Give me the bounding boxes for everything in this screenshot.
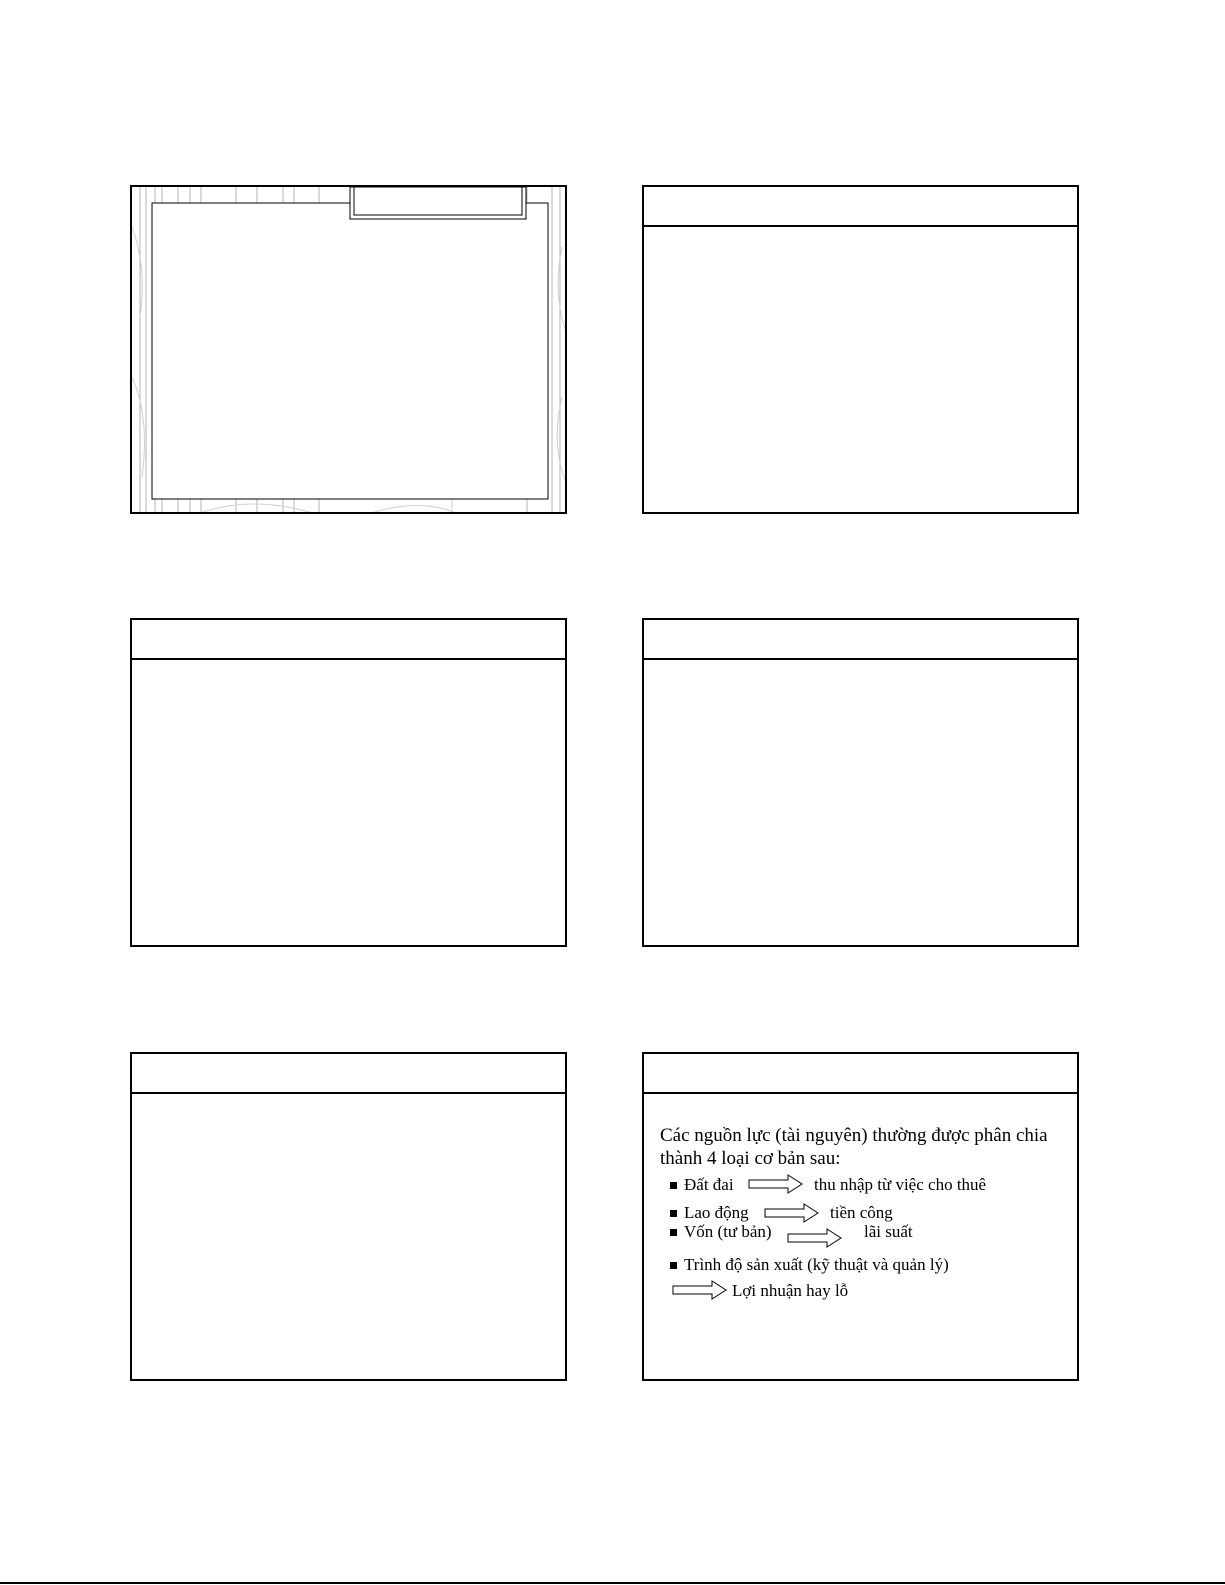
slide-1-decoration <box>132 187 567 514</box>
list-item-capital <box>660 1221 1067 1243</box>
page-bottom-rule <box>0 1582 1225 1584</box>
list-item-production-result <box>660 1280 1067 1302</box>
item-left-label: Trình độ sản xuất (kỹ thuật và quản lý) <box>684 1255 949 1274</box>
slide-6-body <box>660 1124 1067 1369</box>
item-left-label: Lao động <box>684 1203 749 1222</box>
slide-5 <box>130 1052 567 1381</box>
item-right-label: lãi suất <box>864 1222 913 1241</box>
item-right-label: thu nhập từ việc cho thuê <box>814 1175 987 1194</box>
square-bullet-icon <box>670 1210 677 1217</box>
list-item-production-level <box>660 1254 1067 1276</box>
slide-4 <box>642 618 1079 947</box>
item-right-label: Lợi nhuận hay lỗ <box>732 1281 849 1300</box>
slide-3-title-bar <box>132 620 565 660</box>
slide-1-title-slide <box>130 185 567 514</box>
square-bullet-icon <box>670 1229 677 1236</box>
slide-2-title-bar <box>644 187 1077 227</box>
slide-4-title-bar <box>644 620 1077 660</box>
item-left-label: Vốn (tư bản) <box>684 1222 772 1241</box>
outline-right-arrow-icon <box>764 1203 820 1223</box>
list-item-land <box>660 1174 1067 1196</box>
square-bullet-icon <box>670 1262 677 1269</box>
item-right-label: tiền công <box>830 1203 893 1222</box>
outline-right-arrow-icon <box>787 1228 843 1248</box>
intro-line-2: thành 4 loại cơ bản sau: <box>660 1148 841 1169</box>
slide-6-intro <box>660 1124 1067 1170</box>
slide-6-title-bar <box>644 1054 1077 1094</box>
outline-right-arrow-icon <box>748 1174 804 1194</box>
slide-2 <box>642 185 1079 514</box>
slide-3 <box>130 618 567 947</box>
outline-right-arrow-icon <box>672 1280 728 1300</box>
slide-5-title-bar <box>132 1054 565 1094</box>
slide-6 <box>642 1052 1079 1381</box>
item-left-label: Đất đai <box>684 1175 734 1194</box>
square-bullet-icon <box>670 1182 677 1189</box>
intro-line-1: Các nguồn lực (tài nguyên) thường được phân chia <box>660 1125 1048 1146</box>
